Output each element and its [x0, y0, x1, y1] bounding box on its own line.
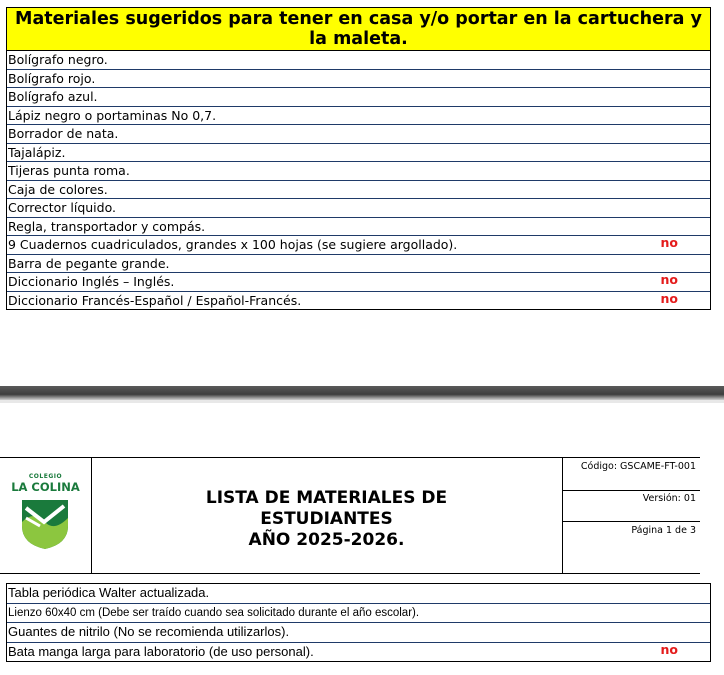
list-item	[7, 236, 710, 255]
item-text: Guantes de nitrilo (No se recomienda utilizarlos).	[8, 624, 290, 639]
item-text: Barra de pegante grande.	[8, 255, 170, 271]
document-header	[0, 457, 700, 574]
list-item	[7, 51, 710, 70]
list-item	[7, 623, 710, 643]
title-line-1: LISTA DE MATERIALES DE	[205, 488, 448, 508]
list-item	[7, 273, 710, 292]
item-text: Lápiz negro o portaminas No 0,7.	[8, 107, 217, 123]
no-mark: no	[660, 290, 678, 306]
list-item	[7, 144, 710, 163]
item-text: Caja de colores.	[8, 181, 108, 197]
title-line-2: ESTUDIANTES	[260, 509, 393, 529]
logo-school-name: LA COLINA	[11, 480, 80, 494]
logo-cell	[0, 458, 92, 573]
list-item	[7, 162, 710, 181]
item-text: Tabla periódica Walter actualizada.	[8, 585, 210, 600]
page-separator	[0, 386, 724, 400]
list-item	[7, 181, 710, 200]
list-item	[7, 584, 710, 604]
list-item	[7, 70, 710, 89]
materials-table-continued	[6, 583, 711, 662]
table-header: Materiales sugeridos para tener en casa y/o portar en la cartuchera y la maleta.	[7, 8, 710, 51]
list-item	[7, 88, 710, 107]
logo-small-text: COLEGIO	[28, 473, 63, 480]
item-text: Tajalápiz.	[8, 144, 66, 160]
list-item	[7, 218, 710, 237]
document-title	[91, 458, 563, 573]
page-number: Página 1 de 3	[631, 525, 696, 536]
item-text: Bolígrafo negro.	[8, 52, 108, 67]
item-text: Corrector líquido.	[8, 200, 116, 215]
item-text: Diccionario Francés-Español / Español-Francés.	[8, 292, 302, 308]
no-mark: no	[660, 235, 678, 250]
item-text: Bata manga larga para laboratorio (de uso personal).	[8, 643, 314, 659]
list-item	[7, 604, 710, 624]
item-text: Tijeras punta roma.	[8, 163, 130, 178]
item-text: Lienzo 60x40 cm (Debe ser traído cuando sea solicitado durante el año escolar).	[8, 606, 420, 619]
list-item	[7, 643, 710, 662]
item-text: 9 Cuadernos cuadriculados, grandes x 100 hojas (se sugiere argollado).	[8, 237, 458, 252]
item-text: Bolígrafo azul.	[8, 89, 98, 104]
list-item	[7, 107, 710, 126]
item-text: Diccionario Inglés – Inglés.	[8, 274, 175, 289]
title-line-3: AÑO 2025-2026.	[248, 530, 405, 550]
item-text: Bolígrafo rojo.	[8, 70, 96, 86]
document-code: Código: GSCAME-FT-001	[563, 458, 700, 491]
list-item	[7, 292, 710, 310]
no-mark: no	[660, 641, 678, 657]
document-version: Versión: 01	[563, 491, 700, 522]
page-separator-shadow	[0, 400, 724, 403]
item-text: Borrador de nata.	[8, 126, 119, 141]
item-text: Regla, transportador y compás.	[8, 218, 206, 234]
list-item	[7, 199, 710, 218]
no-mark: no	[660, 272, 678, 287]
list-item	[7, 125, 710, 144]
list-item	[7, 255, 710, 274]
school-shield-icon	[20, 496, 70, 550]
suggested-materials-table	[6, 7, 711, 310]
